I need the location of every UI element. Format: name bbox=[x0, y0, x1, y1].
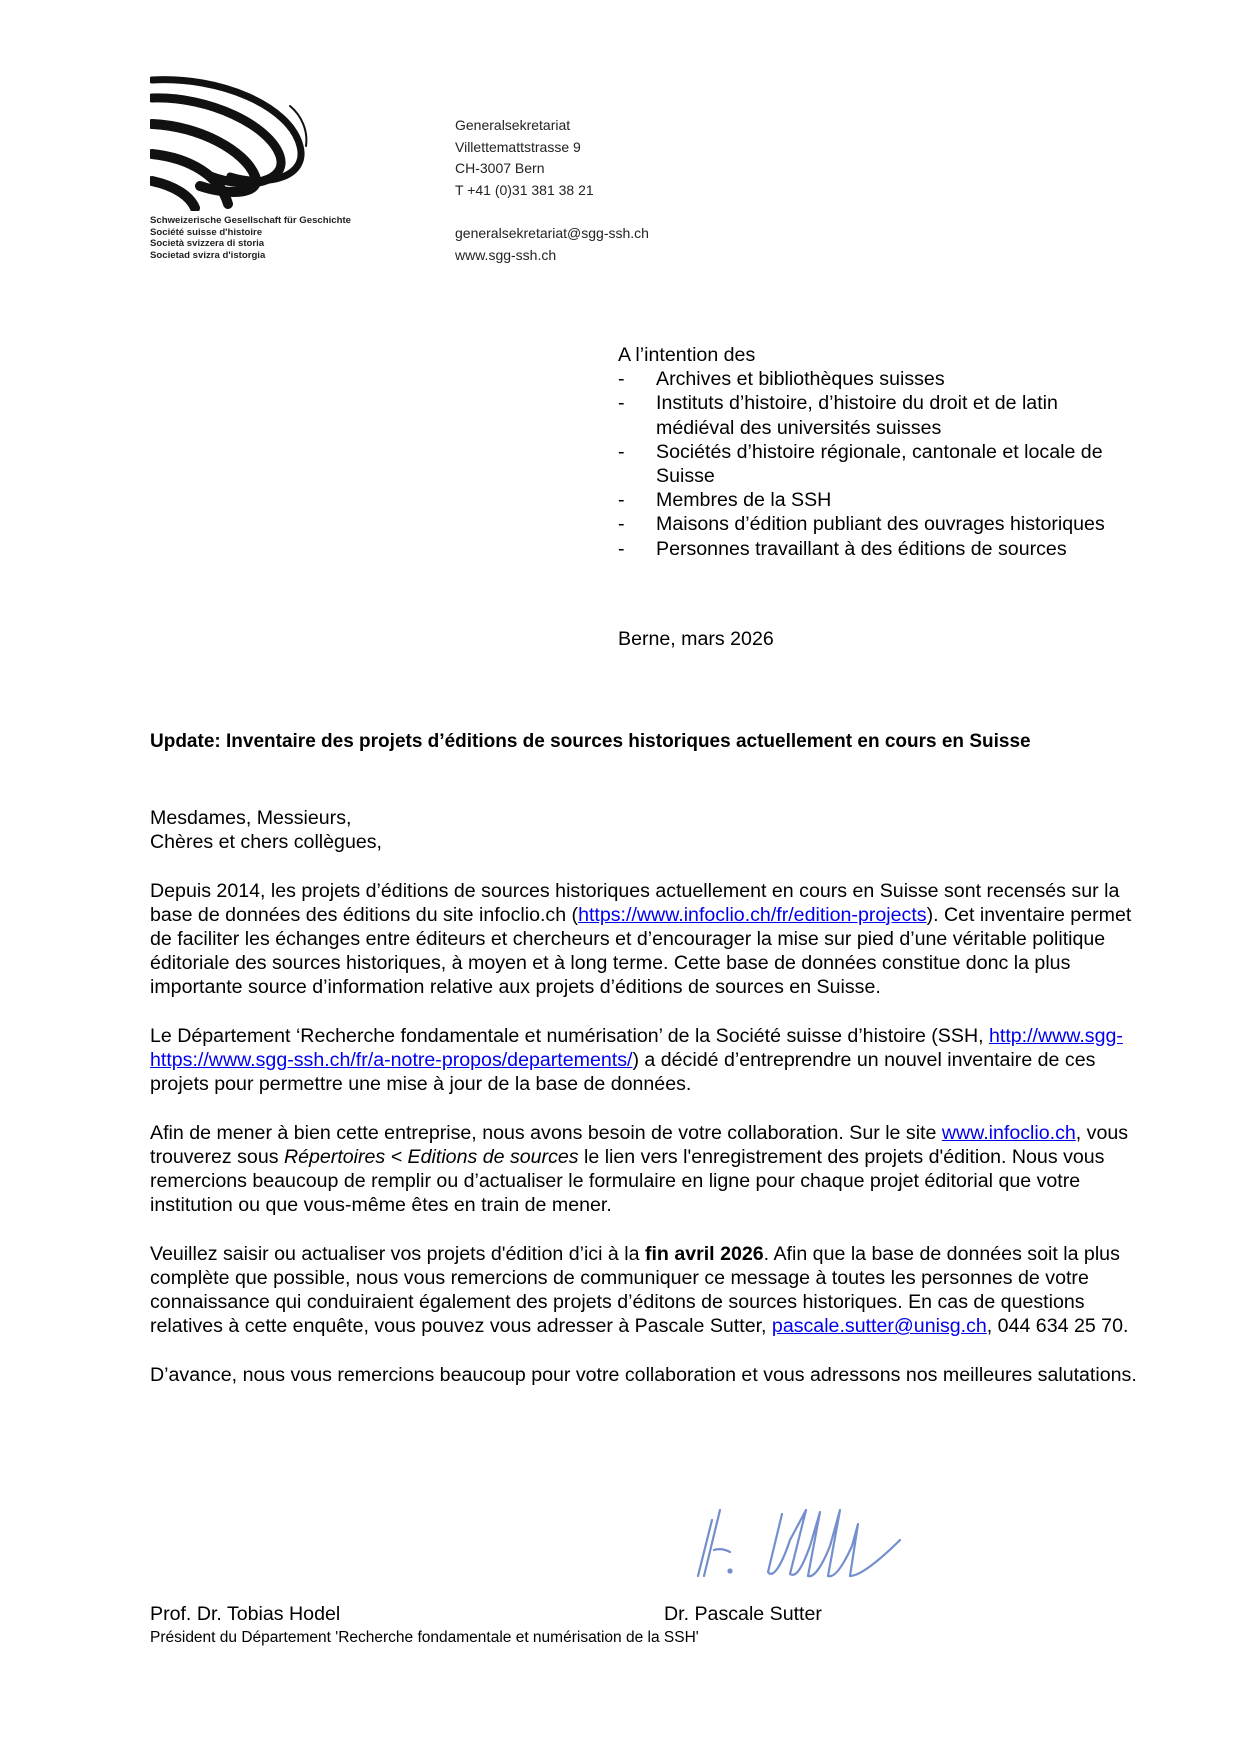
paragraph-3: Afin de mener à bien cette entreprise, nous avons besoin de votre collaboration. Sur le site www.infoclio.ch, vous trouverez sous Répertoires < Editions de sources le lien vers l'enregistrement des projets d'édition. Nous vous remercions beaucoup de remplir ou d’actualiser le formulaire en ligne pour chaque projet éditorial que votre institution ou que vous-même êtes en train de mener. bbox=[150, 1121, 1129, 1217]
org-names bbox=[150, 215, 380, 261]
paragraph-2: Le Département ‘Recherche fondamentale et numérisation’ de la Société suisse d’histoire (SSH, http://www.sgg- https://www.sgg-ssh.ch/fr/a-notre-propos/departements/) a décidé d’entreprendre un nouvel inventaire de ces projets pour permettre une mise à jour de la base de données. bbox=[150, 1024, 1123, 1096]
recipient-item: - Instituts d’histoire, d’histoire du droit et de latin médiéval des universités suisses bbox=[618, 392, 1058, 439]
closing-paragraph: D’avance, nous vous remercions beaucoup pour votre collaboration et vous adressons nos meilleures salutations. bbox=[150, 1363, 1137, 1386]
sgg-departements-link[interactable]: https://www.sgg-ssh.ch/fr/a-notre-propos/departements/ bbox=[150, 1049, 633, 1071]
recipient-item: - Membres de la SSH bbox=[618, 489, 832, 512]
org-name-it: Società svizzera di storia bbox=[150, 238, 265, 249]
signer-1-role: Président du Département 'Recherche fondamentale et numérisation de la SSH' bbox=[150, 1629, 699, 1646]
spacer bbox=[455, 201, 649, 223]
org-name-rm: Societad svizra d'istorgia bbox=[150, 249, 266, 261]
recipients-heading: A l’intention des bbox=[618, 344, 756, 366]
signer-2-name: Dr. Pascale Sutter bbox=[664, 1603, 822, 1625]
dash-bullet: - bbox=[618, 440, 625, 463]
dash-bullet: - bbox=[618, 392, 625, 415]
salutation bbox=[150, 806, 1140, 854]
paragraph-4: Veuillez saisir ou actualiser vos projets d'édition d’ici à la fin avril 2026. Afin que la base de données soit la plus complète que possible, nous vous remercions de communiquer ce message à toutes les personnes de votre connaissance qui conduiraient également des projets d’éditons de sources historiques. En cas de questions relatives à cette enquête, vous pouvez vous adresser à Pascale Sutter, pascale.sutter@unisg.ch, 044 634 25 70. bbox=[150, 1242, 1129, 1338]
dash-bullet: - bbox=[618, 513, 625, 536]
menu-path: Répertoires < Editions de sources bbox=[283, 1145, 579, 1168]
letter-subject: Update: Inventaire des projets d’éditions de sources historiques actuellement en cours en Suisse bbox=[150, 731, 1031, 752]
infoclio-link[interactable]: www.infoclio.ch bbox=[941, 1121, 1076, 1144]
recipients-block bbox=[618, 343, 1136, 561]
handwritten-signature bbox=[690, 1480, 910, 1585]
org-name-de: Schweizerische Gesellschaft für Geschichte bbox=[150, 215, 352, 226]
letter-body bbox=[150, 806, 1140, 1411]
letter-date: Berne, mars 2026 bbox=[618, 628, 774, 650]
salutation-line-1: Mesdames, Messieurs, bbox=[150, 807, 352, 829]
email-line[interactable]: generalsekretariat@sgg-ssh.ch bbox=[455, 224, 649, 241]
infoclio-edition-projects-link[interactable]: https://www.infoclio.ch/fr/edition-projects bbox=[578, 903, 927, 926]
address-line: Villettemattstrasse 9 bbox=[455, 138, 581, 155]
salutation-line-2: Chères et chers collègues, bbox=[150, 831, 382, 854]
recipients-list bbox=[618, 367, 1136, 561]
deadline: fin avril 2026 bbox=[644, 1242, 764, 1265]
dash-bullet: - bbox=[618, 537, 625, 560]
website-line[interactable]: www.sgg-ssh.ch bbox=[455, 246, 557, 263]
recipient-item: - Sociétés d’histoire régionale, cantonale et locale de Suisse bbox=[618, 440, 1103, 488]
recipient-item: - Personnes travaillant à des éditions de sources bbox=[618, 537, 1067, 560]
swirl-logo-icon bbox=[150, 76, 310, 211]
address-line: CH-3007 Bern bbox=[455, 160, 545, 177]
address-line: Generalsekretariat bbox=[455, 117, 571, 133]
sgg-ssh-logo bbox=[150, 76, 380, 261]
signature-icon bbox=[690, 1480, 910, 1580]
phone-line: T +41 (0)31 381 38 21 bbox=[455, 181, 594, 198]
recipient-item: - Maisons d’édition publiant des ouvrages historiques bbox=[618, 513, 1105, 536]
dash-bullet: - bbox=[618, 368, 625, 391]
letterhead-address bbox=[455, 115, 649, 266]
dash-bullet: - bbox=[618, 489, 625, 512]
signer-1-name: Prof. Dr. Tobias Hodel bbox=[150, 1603, 341, 1625]
sgg-broken-link[interactable]: http://www.sgg- bbox=[988, 1024, 1123, 1047]
paragraph-1: Depuis 2014, les projets d’éditions de sources historiques actuellement en cours en Suisse sont recensés sur la base de données des éditions du site infoclio.ch (https://www.infoclio.ch/fr/edition-projects). Cet inventaire permet de faciliter les échanges entre éditeurs et chercheurs et d’encourager la mise sur pied d’une véritable politique éditoriale des sources historiques, à moyen et à long terme. Cette base de données constitue donc la plus importante source d’information relative aux projets d’éditions de sources en Suisse. bbox=[150, 879, 1132, 999]
contact-email-link[interactable]: pascale.sutter@unisg.ch bbox=[771, 1315, 987, 1338]
recipient-item: - Archives et bibliothèques suisses bbox=[618, 368, 945, 391]
org-name-fr: Société suisse d'histoire bbox=[150, 226, 263, 238]
